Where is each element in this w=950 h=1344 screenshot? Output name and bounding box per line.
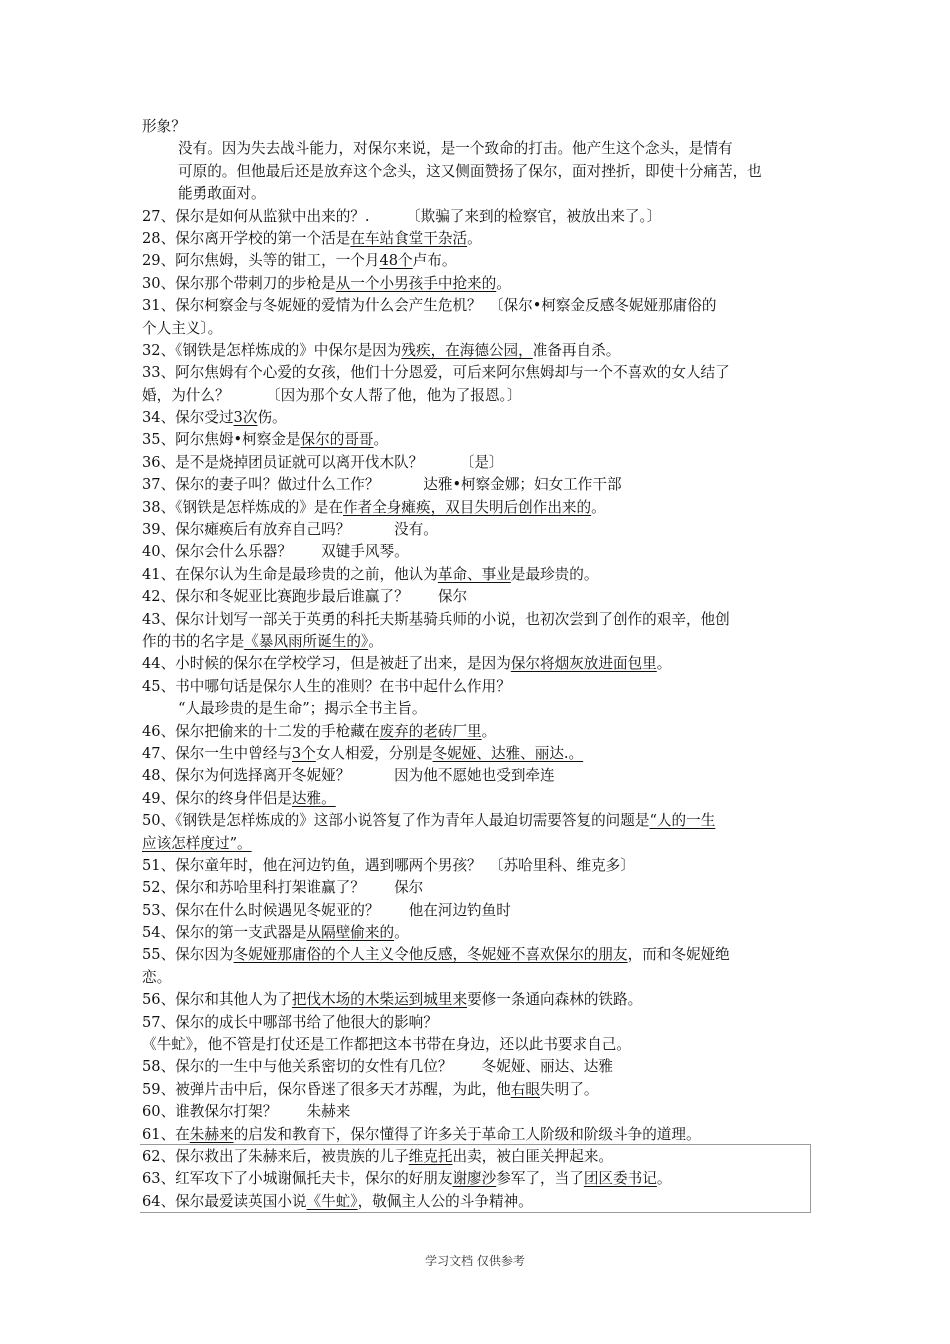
text-line	[142, 1124, 810, 1146]
underlined-answer: 残疾，在海德公园，	[401, 341, 533, 359]
underlined-answer: 3个	[291, 744, 316, 762]
text-line	[142, 1101, 810, 1123]
text-segment: 的启发和教育下，保尔懂得了许多关于革命工人阶级和阶级斗争的道理。	[233, 1125, 701, 1143]
text-segment: 62、保尔救出了朱赫来后，被贵族的儿子	[142, 1147, 409, 1165]
text-line	[142, 1056, 810, 1078]
text-line	[142, 116, 810, 138]
underlined-answer: 从隔壁偷来的	[306, 924, 395, 942]
underlined-answer: 应该怎样度过”。	[142, 834, 252, 852]
text-segment: 49、保尔的终身伴侣是	[142, 789, 292, 807]
underlined-answer: 《暴风雨所诞生的》	[244, 632, 369, 650]
text-line	[142, 743, 810, 765]
text-segment: 52、保尔和苏哈里科打架谁赢了？ 保尔	[142, 879, 424, 897]
text-line	[142, 698, 810, 720]
text-segment: 。	[467, 229, 482, 247]
underlined-answer: 《牛虻》	[306, 1192, 358, 1210]
text-segment: 失明了。	[540, 1080, 599, 1098]
text-line	[142, 474, 810, 496]
text-segment: “人最珍贵的是生命”；揭示全书主旨。	[178, 700, 427, 718]
text-line	[142, 609, 810, 631]
text-line	[142, 721, 810, 743]
text-segment: 可原的。但他最后还是放弃这个念头，这又侧面赞扬了保尔，面对挫折，即使十分痛苦，也	[178, 162, 762, 180]
text-segment: 是最珍贵的。	[510, 565, 599, 583]
underlined-answer: 废弃的老砖厂里	[379, 722, 482, 740]
text-line	[142, 1012, 810, 1034]
text-segment: 46、保尔把偷来的十二发的手枪藏在	[142, 722, 380, 740]
text-line	[142, 810, 810, 832]
text-line	[142, 407, 810, 429]
text-line	[142, 497, 810, 519]
text-line	[142, 318, 810, 340]
underlined-answer: 朱赫来	[189, 1125, 234, 1143]
text-line	[142, 206, 810, 228]
text-segment: 39、保尔瘫痪后有放弃自己吗？ 没有。	[142, 521, 438, 539]
text-segment: 能勇敢面对。	[178, 185, 266, 203]
text-segment: 准备再自杀。	[532, 341, 621, 359]
underlined-answer: 保尔的哥哥	[300, 431, 374, 449]
text-line	[142, 1079, 810, 1101]
text-segment: 58、保尔的一生中与他关系密切的女性有几位？ 冬妮娅、丽达、达雅	[142, 1058, 613, 1076]
text-segment: 个人主义〕。	[142, 319, 223, 337]
text-segment: 卢布。	[412, 252, 457, 270]
table-frame-bottom	[140, 1212, 810, 1213]
text-line	[142, 922, 810, 944]
text-line	[142, 833, 810, 855]
text-segment: 36、是不是烧掉团员证就可以离开伐木队？ 〔是〕	[142, 453, 504, 471]
underlined-answer: 谢廖沙	[452, 1170, 497, 1188]
underlined-answer: 达雅。	[291, 789, 336, 807]
text-segment: 。	[368, 632, 383, 650]
text-segment: 42、保尔和冬妮亚比赛跑步最后谁赢了？ 保尔	[142, 588, 468, 606]
document-body	[142, 116, 810, 1213]
text-line	[142, 183, 810, 205]
text-segment: 没有。因为失去战斗能力，对保尔来说，是一个致命的打击。他产生这个念头，是情有	[178, 140, 733, 158]
text-segment: 48、保尔为何选择离开冬妮娅？ 因为他不愿她也受到牵连	[142, 767, 555, 785]
underlined-answer: 维克托	[408, 1147, 453, 1165]
text-line	[142, 295, 810, 317]
text-line	[142, 900, 810, 922]
text-segment: 。	[656, 655, 672, 673]
text-line	[142, 1034, 810, 1056]
text-segment: 64、保尔最爱读英国小说	[142, 1192, 307, 1210]
text-segment: 。	[591, 498, 606, 516]
text-line	[142, 138, 810, 160]
text-line	[142, 541, 810, 563]
text-segment: 35、阿尔焦姆•柯察金是	[142, 431, 301, 449]
text-line	[142, 788, 810, 810]
underlined-answer: “人的一生	[649, 812, 716, 830]
underlined-answer: 3次	[233, 409, 258, 427]
underlined-answer: 保尔将烟灰放进面包里	[510, 655, 657, 673]
text-segment: 63、红军攻下了小城谢佩托夫卡，保尔的好朋友	[142, 1170, 453, 1188]
text-segment: ，而和冬妮娅绝	[627, 946, 730, 964]
text-line	[142, 586, 810, 608]
text-segment: 50、《钢铁是怎样炼成的》这部小说答复了作为青年人最迫切需要答复的问题是	[142, 812, 650, 830]
text-segment: 40、保尔会什么乐器？ 双键手风琴。	[142, 543, 409, 561]
text-line	[142, 340, 810, 362]
text-segment: 54、保尔的第一支武器是	[142, 924, 307, 942]
text-segment: 28、保尔离开学校的第一个活是	[142, 229, 351, 247]
text-line	[142, 429, 810, 451]
text-line	[142, 877, 810, 899]
text-segment: 38、《钢铁是怎样炼成的》是在	[142, 498, 343, 516]
text-segment: 45、书中哪句话是保尔人生的准则？在书中起什么作用？	[142, 677, 511, 695]
text-segment: 《牛虻》，他不管是打仗还是工作都把这本书带在身边，还以此书要求自己。	[142, 1036, 631, 1054]
text-segment: 32、《钢铁是怎样炼成的》中保尔是因为	[142, 341, 402, 359]
text-segment: 要修一条通向森林的铁路。	[467, 991, 643, 1009]
text-line	[142, 855, 810, 877]
text-segment: 43、保尔计划写一部关于英勇的科托夫斯基骑兵师的小说，也初次尝到了创作的艰辛，他创	[142, 610, 730, 628]
table-frame	[140, 1144, 811, 1213]
page-footer: 学习文档 仅供参考	[425, 1254, 525, 1268]
text-line	[142, 967, 810, 989]
text-segment: 60、谁教保尔打架？ 朱赫来	[142, 1103, 351, 1121]
underlined-answer: 在车站食堂干杂活	[350, 229, 468, 247]
text-line	[142, 765, 810, 787]
underlined-answer: 团区委书记	[583, 1170, 657, 1188]
text-segment: 33、阿尔焦姆有个心爱的女孩，他们十分恩爱，可后来阿尔焦姆却与一个不喜欢的女人结了	[142, 364, 730, 382]
text-segment: 31、保尔柯察金与冬妮娅的爱情为什么会产生危机？ 〔保尔•柯察金反感冬妮娅那庸俗的	[142, 297, 717, 315]
text-segment: 作的书的名字是	[142, 632, 245, 650]
underlined-answer: 作者全身瘫痪，双目失明后创作出来的	[343, 498, 592, 516]
underlined-answer: 从一个小男孩手中抢来的	[335, 274, 497, 292]
text-segment: 37、保尔的妻子叫？做过什么工作？ 达雅•柯察金娜；妇女工作干部	[142, 476, 622, 494]
text-line	[142, 989, 810, 1011]
text-line	[142, 452, 810, 474]
text-segment: 55、保尔因为	[142, 946, 234, 964]
text-segment: 44、小时候的保尔在学校学习，但是被赶了出来，是因为	[142, 655, 511, 673]
text-segment: 。	[394, 924, 409, 942]
text-line	[142, 228, 810, 250]
underlined-answer: 冬妮娅、达雅、丽达.。	[432, 744, 584, 762]
text-segment: 。	[373, 431, 389, 449]
text-segment: 56、保尔和其他人为了	[142, 991, 292, 1009]
text-line	[142, 519, 810, 541]
text-segment: 57、保尔的成长中哪部书给了他很大的影响？	[142, 1013, 438, 1031]
text-segment: 29、阿尔焦姆，头等的钳工，一个月	[142, 252, 380, 270]
underlined-answer: 右眼	[510, 1080, 541, 1098]
text-segment: 41、在保尔认为生命是最珍贵的之前，他认为	[142, 565, 438, 583]
text-segment: 59、被弹片击中后，保尔昏迷了很多天才苏醒，为此，他	[142, 1080, 511, 1098]
text-segment: 参军了，当了	[496, 1170, 584, 1188]
text-segment: 。	[496, 274, 511, 292]
text-segment: 。	[481, 722, 497, 740]
text-line	[142, 161, 810, 183]
text-line	[142, 564, 810, 586]
text-segment: 婚，为什么？ 〔因为那个女人帮了他，他为了报恩。〕	[142, 386, 522, 404]
text-line	[142, 653, 810, 675]
text-line	[142, 250, 810, 272]
text-line	[142, 362, 810, 384]
text-segment: 出卖，被白匪关押起来。	[452, 1147, 614, 1165]
underlined-answer: 48个	[379, 252, 413, 270]
text-segment: 女人相爱，分别是	[315, 744, 433, 762]
text-segment: 34、保尔受过	[142, 409, 234, 427]
text-line	[142, 676, 810, 698]
text-line	[142, 631, 810, 653]
text-segment: 27、保尔是如何从监狱中出来的？. 〔欺骗了来到的检察官，被放出来了。〕	[142, 207, 662, 225]
text-line	[142, 385, 810, 407]
text-segment: 恋。	[142, 968, 172, 986]
underlined-answer: 革命、事业	[437, 565, 511, 583]
text-line	[142, 273, 810, 295]
text-segment: 30、保尔那个带刺刀的步枪是	[142, 274, 336, 292]
text-segment: 51、保尔童年时，他在河边钓鱼，遇到哪两个男孩？ 〔苏哈里科、维克多〕	[142, 856, 635, 874]
text-segment: 61、在	[142, 1125, 190, 1143]
text-line	[142, 944, 810, 966]
text-segment: 伤。	[257, 409, 287, 427]
underlined-answer: 冬妮娅那庸俗的个人主义令他反感，冬妮娅不喜欢保尔的朋友	[233, 946, 628, 964]
text-segment: 。	[656, 1170, 672, 1188]
text-segment: 形象？	[142, 118, 186, 135]
text-segment: 53、保尔在什么时候遇见冬妮亚的？ 他在河边钓鱼时	[142, 901, 511, 919]
text-segment: 47、保尔一生中曾经与	[142, 744, 292, 762]
underlined-answer: 把伐木场的木柴运到城里来	[291, 991, 468, 1009]
text-segment: ，敬佩主人公的斗争精神。	[357, 1192, 533, 1210]
